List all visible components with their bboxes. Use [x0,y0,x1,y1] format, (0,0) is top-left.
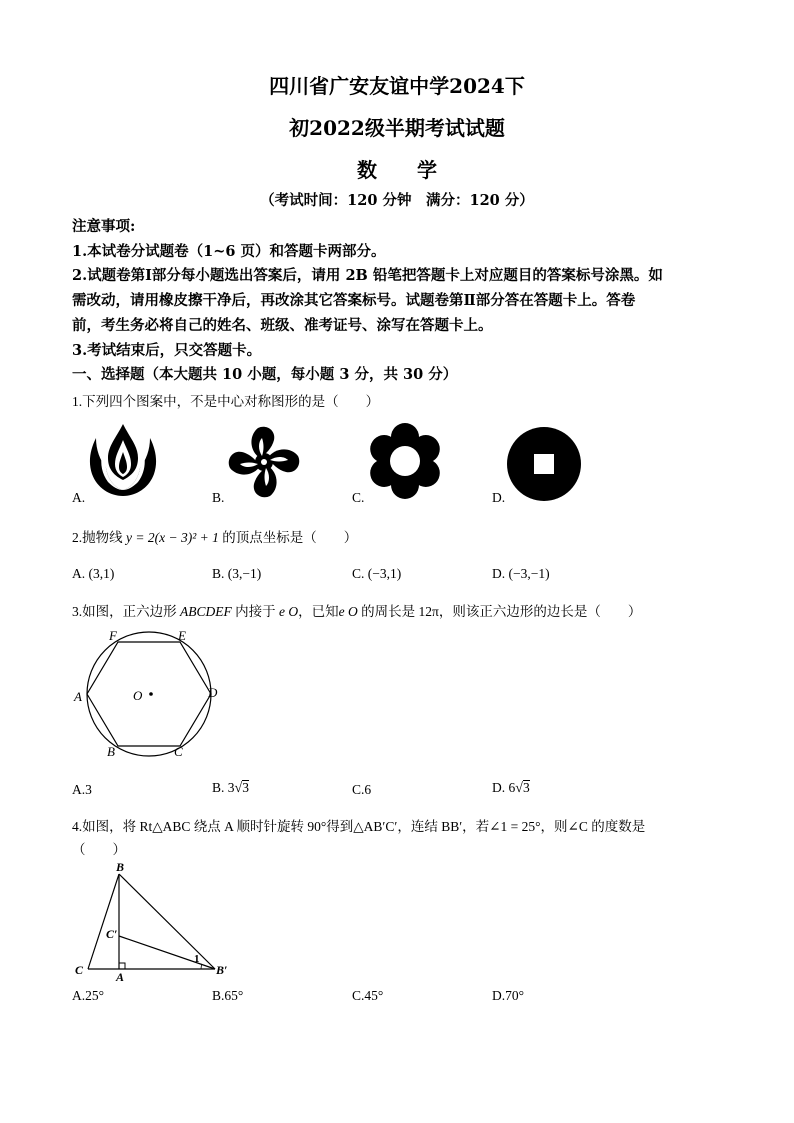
hexagon-circle-figure [70,628,230,760]
rotated-triangle-figure [70,858,240,986]
hex-label-o: O [133,688,143,703]
note-item-2-line2: 需改动，请用橡皮擦干净后，再改涂其它答案标号。试题卷第Ⅱ部分答在答题卡上。答卷 [72,292,636,309]
note-item-3: 3.考试结束后，只交答题卡。 [72,342,262,359]
q1-label-c: C. [352,490,365,505]
q1-stem: 1.下列四个图案中，不是中心对称图形的是（ ） [72,394,380,409]
q3-option-a: A.3 [72,782,92,797]
hex-label-c: C [174,744,183,759]
q3-option-b-radicand: 3 [242,780,249,795]
q3-circle-name: e O [279,604,299,619]
q3-suffix: ，则该正六边形的边长是（ ） [438,604,642,619]
q3-option-b-coef: B. 3 [212,780,235,795]
q4-stem-line1: 4.如图，将 Rt△ABC 绕点 A 顺时针旋转 90°得到△AB′C′，连结 BB′，若∠1 = 25°，则∠C 的度数是 [72,819,646,834]
q1-label-b: B. [212,490,225,505]
q1-label-d: D. [492,490,506,505]
q3-option-c: C.6 [352,782,372,797]
q2-option-b: B. (3,−1) [212,566,262,581]
q3-option-b: B. 3√3 [212,780,249,796]
q2-stem [72,526,357,546]
q2-prefix: 2.抛物线 [72,530,123,545]
q3-mid3: 的周长是 [361,604,416,619]
q4-option-b: B.65° [212,988,244,1003]
flame-icon [88,420,158,498]
q4-option-d: D.70° [492,988,525,1003]
q2-option-a: A. (3,1) [72,566,115,581]
hex-label-e: E [178,628,186,643]
q3-mid1: 内接于 [235,604,276,619]
note-item-1: 1.本试卷分试题卷（1~6 页）和答题卡两部分。 [72,243,386,260]
q3-option-d-coef: D. 6 [492,780,516,795]
hex-label-d: D [208,685,218,700]
q3-prefix: 3.如图，正六边形 [72,604,177,619]
section1-heading: 一、选择题（本大题共 10 小题，每小题 3 分，共 30 分） [72,366,458,383]
notes-heading: 注意事项: [72,218,136,235]
q3-mid2: ，已知 [298,604,339,619]
tri-label-c: C [75,963,84,977]
subject-title: 数 学 [357,158,437,182]
tri-label-b-prime: B′ [216,963,228,977]
q3-stem [72,600,641,620]
exam-title-line2: 初2022级半期考试试题 [289,116,505,140]
q3-option-d-radicand: 3 [522,780,530,795]
q2-suffix: 的顶点坐标是（ ） [222,530,358,545]
exam-title-line1: 四川省广安友谊中学2024下 [269,74,525,98]
q2-formula: y = 2(x − 3)² + 1 [126,530,219,545]
tri-angle-label-1: 1 [194,953,200,965]
coin-icon [506,426,582,502]
note-item-2-line3: 前，考生务必将自己的姓名、班级、准考证号、涂写在答题卡上。 [72,317,493,334]
q2-option-c: C. (−3,1) [352,566,402,581]
flower-icon [366,422,444,500]
hex-label-a: A [74,689,82,704]
q3-circle-name-2: e O [338,604,358,619]
q2-option-d: D. (−3,−1) [492,566,550,581]
hex-label-f: F [109,628,117,643]
hex-label-b: B [107,744,115,759]
exam-info: （考试时间：120 分钟 满分：120 分） [260,192,534,209]
q4-stem-line2: （ ） [72,842,126,857]
q3-perimeter: 12π [418,604,439,619]
q4-option-a: A.25° [72,988,105,1003]
tri-label-a: A [116,970,125,984]
q3-hexagon-name: ABCDEF [180,604,232,619]
q4-option-c: C.45° [352,988,384,1003]
note-item-2-line1: 2.试题卷第Ⅰ部分每小题选出答案后，请用 2B 铅笔把答题卡上对应题目的答案标号涂黑。如 [72,267,663,284]
q1-label-a: A. [72,490,86,505]
tri-label-b: B [116,860,125,874]
q3-option-d: D. 6√3 [492,780,530,796]
pinwheel-icon [226,424,302,500]
tri-label-c-prime: C′ [106,927,118,941]
